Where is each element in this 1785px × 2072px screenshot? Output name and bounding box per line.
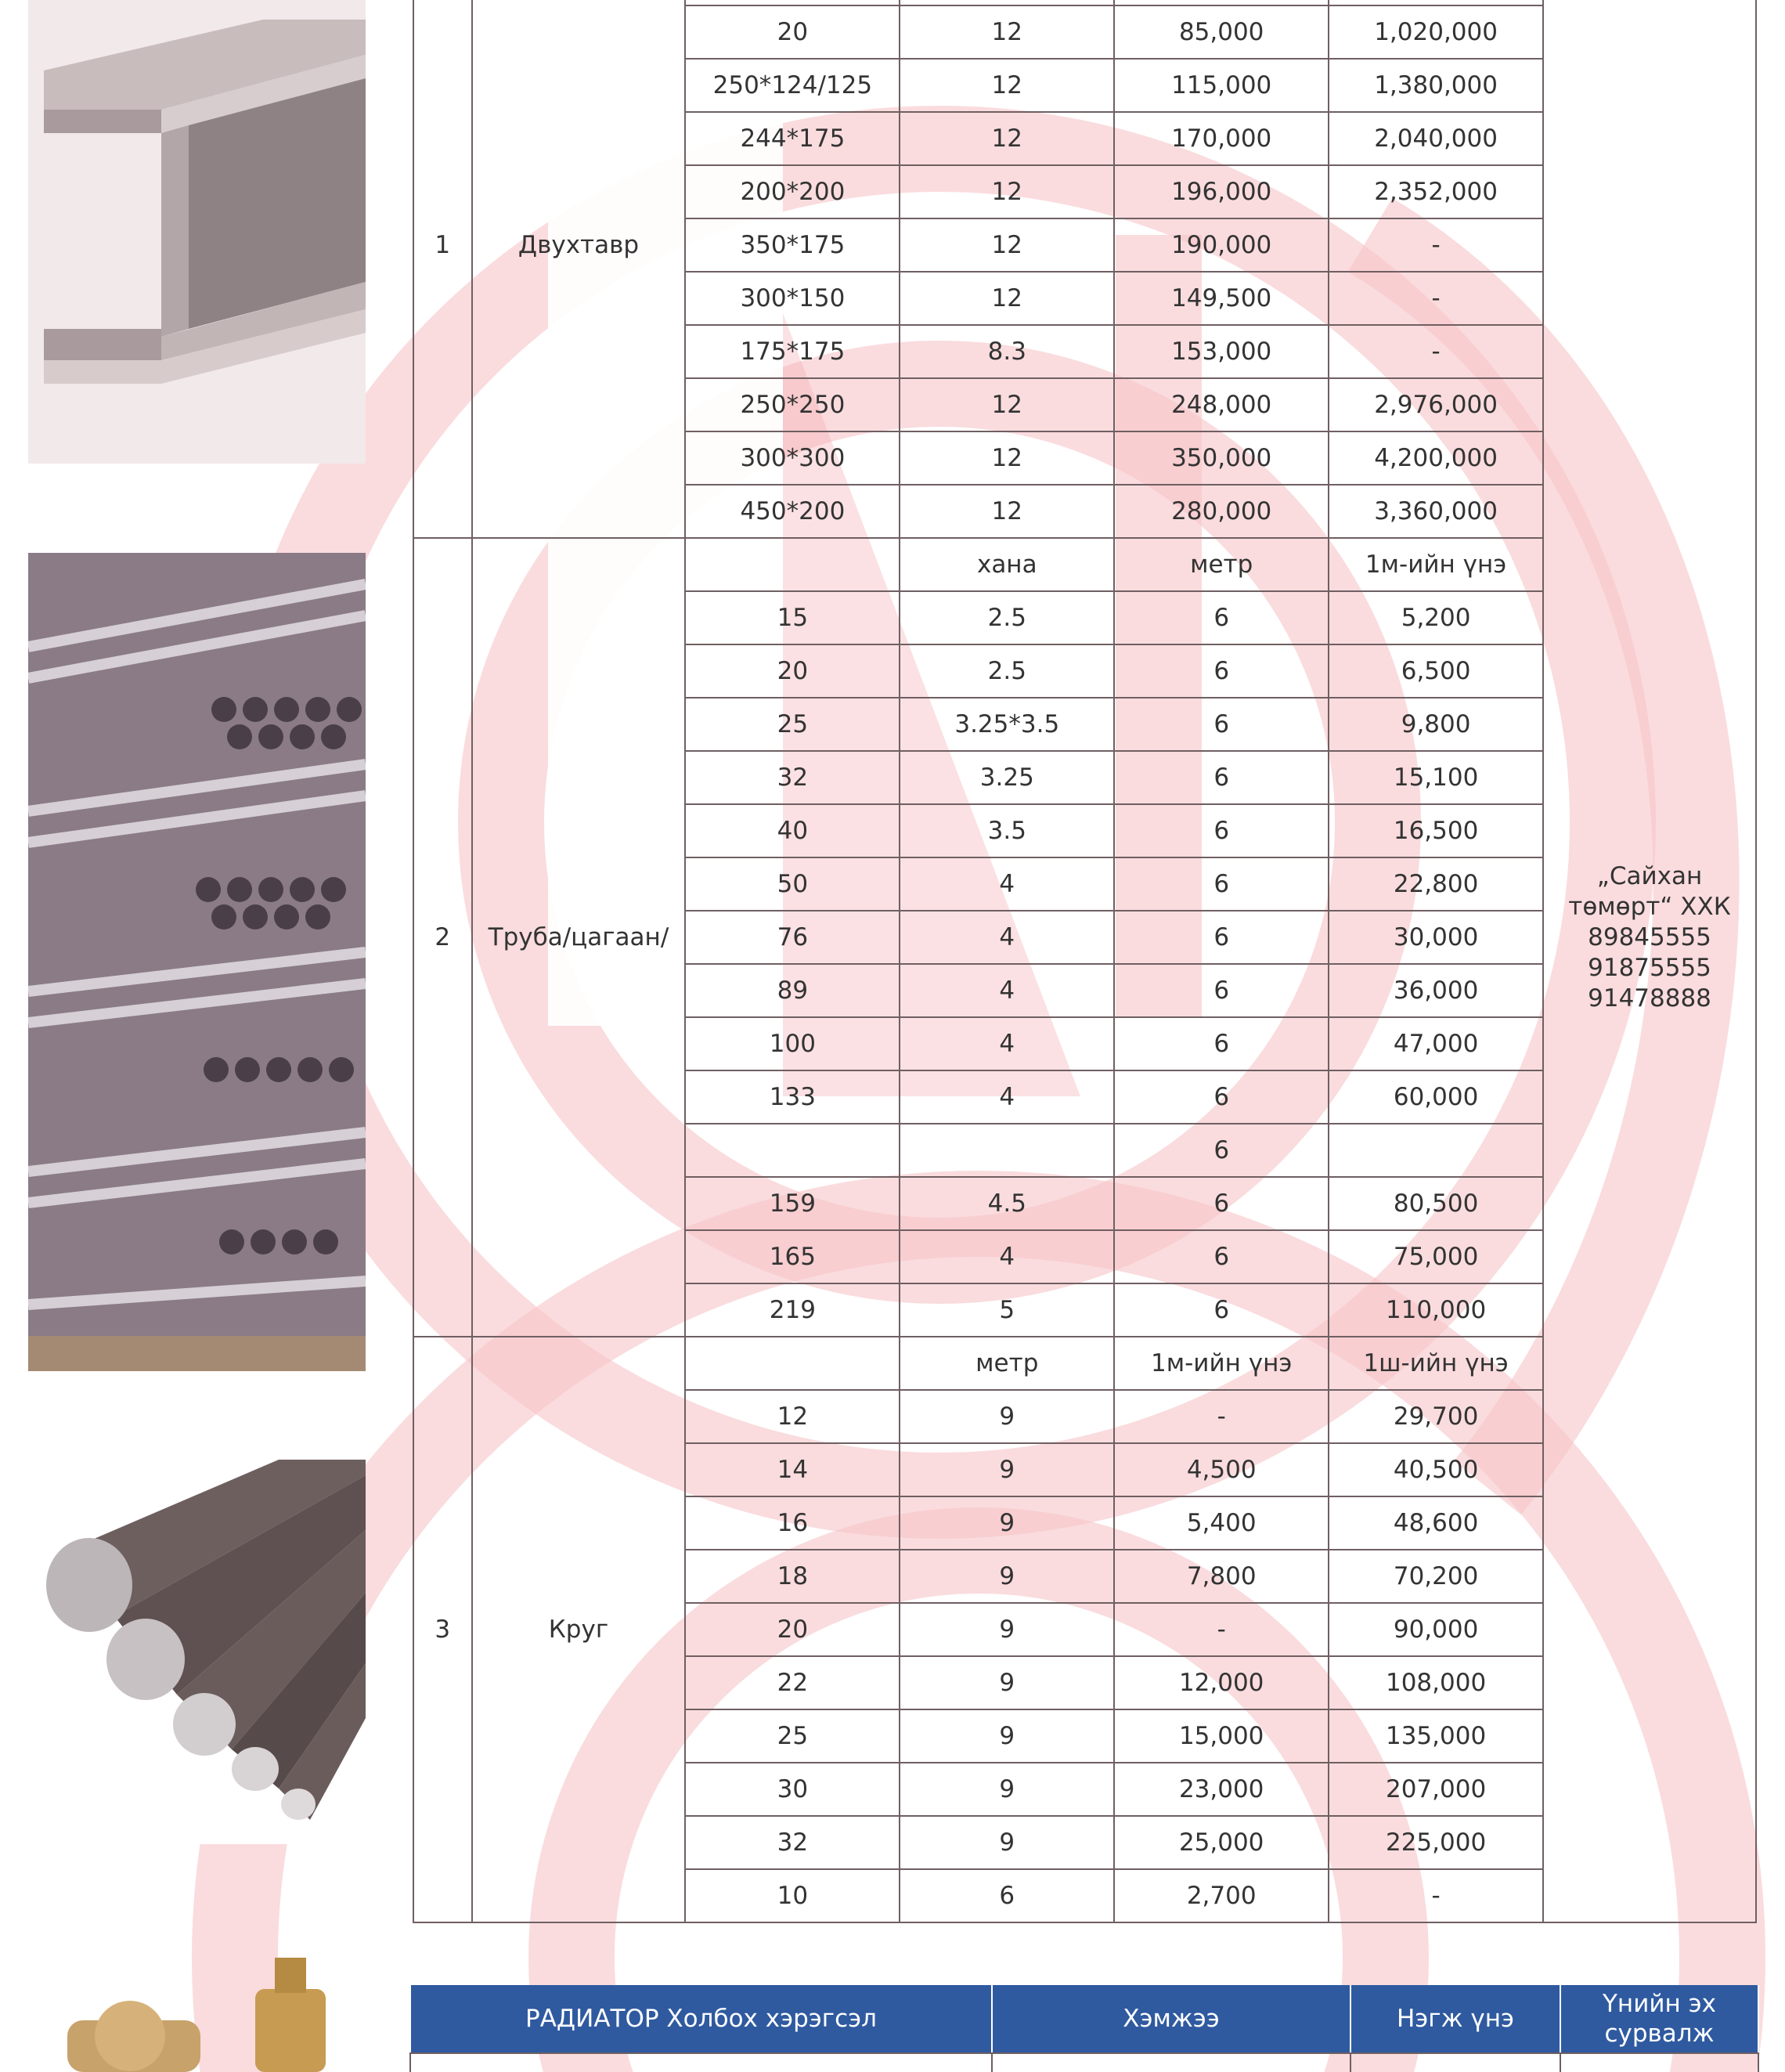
table-cell: 6 [1114, 1230, 1329, 1283]
table-cell: 6 [1114, 1283, 1329, 1337]
table-cell: 5 [900, 1283, 1114, 1337]
table-cell: 89 [685, 964, 900, 1017]
table-cell: 85,000 [1114, 5, 1329, 59]
table-cell: 9 [900, 1709, 1114, 1763]
table-cell: 12 [900, 378, 1114, 431]
table-cell: 15,000 [1114, 1709, 1329, 1763]
table-cell: 300*150 [685, 272, 900, 325]
table-cell: 1,020,000 [1329, 5, 1543, 59]
table-cell: 32 [685, 751, 900, 804]
table-cell: 108,000 [1329, 1656, 1543, 1709]
table-cell: 9 [900, 1816, 1114, 1869]
table-cell: 6 [1114, 1017, 1329, 1070]
table-cell: 15,100 [1329, 751, 1543, 804]
radiator-rows-start [409, 2052, 1759, 2072]
table-cell: 4 [900, 857, 1114, 911]
table-cell: 25 [685, 1709, 900, 1763]
table-cell: 12 [900, 272, 1114, 325]
table-cell: 6 [1114, 698, 1329, 751]
table-cell: 76 [685, 911, 900, 964]
table-cell: - [1114, 1390, 1329, 1443]
table-cell: 6 [1114, 964, 1329, 1017]
price-source-cell [1543, 0, 1756, 1922]
table-cell: 9 [900, 1603, 1114, 1656]
table-cell: 22 [685, 1656, 900, 1709]
company-name: „Сайхан [1596, 861, 1703, 890]
table-cell: 20 [685, 5, 900, 59]
table-cell: 3.25 [900, 751, 1114, 804]
table-cell: 29,700 [1329, 1390, 1543, 1443]
table-cell: 250*250 [685, 378, 900, 431]
table-cell: 23,000 [1114, 1763, 1329, 1816]
pipes-photo [28, 553, 366, 1371]
table-cell: 100 [685, 1017, 900, 1070]
table-cell [685, 0, 900, 5]
table-cell: 115,000 [1114, 59, 1329, 112]
table-cell: 6 [1114, 1070, 1329, 1124]
table-cell: 60,000 [1329, 1070, 1543, 1124]
price-source-header-line1: Үнийн эх [1603, 1990, 1716, 2018]
table-cell: 6 [1114, 857, 1329, 911]
company-name: төмөрт“ ХХК [1568, 892, 1731, 921]
table-cell: 12 [900, 5, 1114, 59]
table-cell: 165 [685, 1230, 900, 1283]
table-cell: 450*200 [685, 485, 900, 538]
table-cell: 6 [1114, 751, 1329, 804]
table-cell: 1м-ийн үнэ [1114, 1337, 1329, 1390]
table-cell: 25,000 [1114, 1816, 1329, 1869]
table-cell: 248,000 [1114, 378, 1329, 431]
table-cell: 135,000 [1329, 1709, 1543, 1763]
table-cell: 9 [900, 1763, 1114, 1816]
table-cell: 9 [900, 1390, 1114, 1443]
table-cell: 190,000 [1114, 218, 1329, 272]
table-cell: 16 [685, 1496, 900, 1550]
table-cell: 300*300 [685, 431, 900, 485]
table-cell: 4 [900, 1070, 1114, 1124]
table-cell: 350*175 [685, 218, 900, 272]
table-cell: 40 [685, 804, 900, 857]
table-cell: 2,352,000 [1329, 165, 1543, 218]
table-cell: 47,000 [1329, 1017, 1543, 1070]
table-cell: 110,000 [1329, 1283, 1543, 1337]
table-cell: 12 [900, 431, 1114, 485]
table-cell: 350,000 [1114, 431, 1329, 485]
table-cell: 12 [900, 485, 1114, 538]
row-number: 1 [413, 0, 472, 538]
phone-number: 91875555 [1588, 953, 1711, 982]
radiator-cell [1350, 2053, 1560, 2072]
table-cell [1329, 0, 1543, 5]
table-cell: 8.3 [900, 325, 1114, 378]
table-cell: 30,000 [1329, 911, 1543, 964]
table-cell: 12,000 [1114, 1656, 1329, 1709]
table-cell: 70,200 [1329, 1550, 1543, 1603]
product-name: Двухтавр [472, 0, 686, 538]
table-cell: 6 [1114, 1177, 1329, 1230]
table-cell: 36,000 [1329, 964, 1543, 1017]
table-cell: 12 [900, 218, 1114, 272]
table-cell: 20 [685, 644, 900, 698]
table-cell: 12 [900, 112, 1114, 165]
table-cell: 2.5 [900, 591, 1114, 644]
size-header: Хэмжээ [992, 1985, 1350, 2052]
table-cell: 225,000 [1329, 1816, 1543, 1869]
table-cell: 6 [1114, 591, 1329, 644]
table-cell: 6,500 [1329, 644, 1543, 698]
table-cell: 16,500 [1329, 804, 1543, 857]
table-cell [900, 0, 1114, 5]
table-cell: 133 [685, 1070, 900, 1124]
table-cell: - [1114, 1603, 1329, 1656]
table-cell: 40,500 [1329, 1443, 1543, 1496]
table-cell [1329, 1124, 1543, 1177]
table-cell: 1ш-ийн үнэ [1329, 1337, 1543, 1390]
table-cell [900, 1124, 1114, 1177]
table-cell: 25 [685, 698, 900, 751]
table-row [413, 0, 1756, 5]
unit-price-header: Нэгж үнэ [1350, 1985, 1560, 2052]
table-cell: 6 [1114, 804, 1329, 857]
table-cell: 1,380,000 [1329, 59, 1543, 112]
table-cell: 12 [900, 59, 1114, 112]
table-cell: 4 [900, 1230, 1114, 1283]
table-cell: 10 [685, 1869, 900, 1922]
table-cell: 15 [685, 591, 900, 644]
table-cell: - [1329, 325, 1543, 378]
table-cell: 250*124/125 [685, 59, 900, 112]
table-cell: 207,000 [1329, 1763, 1543, 1816]
table-cell: 30 [685, 1763, 900, 1816]
table-cell: 9 [900, 1550, 1114, 1603]
table-cell: 3.5 [900, 804, 1114, 857]
round-bars-photo [28, 1460, 366, 1844]
table-cell: 9 [900, 1443, 1114, 1496]
table-cell [685, 538, 900, 591]
table-cell: 170,000 [1114, 112, 1329, 165]
table-cell [1114, 0, 1329, 5]
table-cell: - [1329, 272, 1543, 325]
table-cell: 6 [1114, 1124, 1329, 1177]
table-cell: 196,000 [1114, 165, 1329, 218]
table-cell: 14 [685, 1443, 900, 1496]
table-cell: 153,000 [1114, 325, 1329, 378]
row-number: 2 [413, 538, 472, 1337]
phone-number: 89845555 [1588, 922, 1711, 951]
table-cell: 149,500 [1114, 272, 1329, 325]
table-cell: 5,400 [1114, 1496, 1329, 1550]
product-name: Круг [472, 1337, 686, 1922]
radiator-cell [1560, 2053, 1758, 2072]
table-cell: 5,200 [1329, 591, 1543, 644]
table-cell: хана [900, 538, 1114, 591]
table-cell: 4 [900, 1017, 1114, 1070]
table-cell: 20 [685, 1603, 900, 1656]
table-cell: 9,800 [1329, 698, 1543, 751]
radiator-cell [992, 2053, 1350, 2072]
price-source-header-line2: сурвалж [1604, 2020, 1715, 2048]
table-cell: 3.25*3.5 [900, 698, 1114, 751]
table-cell: 50 [685, 857, 900, 911]
table-cell: 200*200 [685, 165, 900, 218]
table-cell: 32 [685, 1816, 900, 1869]
table-cell: 219 [685, 1283, 900, 1337]
table-cell: метр [1114, 538, 1329, 591]
table-cell: 48,600 [1329, 1496, 1543, 1550]
table-cell: 2,040,000 [1329, 112, 1543, 165]
table-cell: 12 [900, 165, 1114, 218]
radiator-fittings-header: РАДИАТОР Холбох хэрэгсэл [410, 1985, 992, 2052]
table-cell: 3,360,000 [1329, 485, 1543, 538]
price-table [413, 0, 1757, 1923]
radiator-fittings-photo [28, 1958, 366, 2072]
table-cell: 22,800 [1329, 857, 1543, 911]
table-cell: 6 [1114, 644, 1329, 698]
table-cell: 1м-ийн үнэ [1329, 538, 1543, 591]
price-source-header [1560, 1985, 1758, 2052]
table-cell: 175*175 [685, 325, 900, 378]
table-cell: 2,700 [1114, 1869, 1329, 1922]
table-cell: 159 [685, 1177, 900, 1230]
radiator-cell [410, 2053, 992, 2072]
table-cell: 2,976,000 [1329, 378, 1543, 431]
table-cell: 12 [685, 1390, 900, 1443]
table-cell: 9 [900, 1496, 1114, 1550]
table-cell: 4 [900, 964, 1114, 1017]
table-cell: 7,800 [1114, 1550, 1329, 1603]
table-cell: 244*175 [685, 112, 900, 165]
row-number: 3 [413, 1337, 472, 1922]
table-cell: 4,200,000 [1329, 431, 1543, 485]
table-cell: - [1329, 1869, 1543, 1922]
table-cell [685, 1124, 900, 1177]
table-cell: 4.5 [900, 1177, 1114, 1230]
table-cell: 80,500 [1329, 1177, 1543, 1230]
i-beam-photo [28, 0, 366, 464]
table-cell: 90,000 [1329, 1603, 1543, 1656]
table-cell: 9 [900, 1656, 1114, 1709]
radiator-header-bar [409, 1985, 1759, 2052]
table-cell: 4 [900, 911, 1114, 964]
table-cell: 18 [685, 1550, 900, 1603]
table-cell: 6 [900, 1869, 1114, 1922]
table-cell: 4,500 [1114, 1443, 1329, 1496]
table-cell: метр [900, 1337, 1114, 1390]
table-cell: 75,000 [1329, 1230, 1543, 1283]
table-cell: 2.5 [900, 644, 1114, 698]
table-cell: 6 [1114, 911, 1329, 964]
table-cell: - [1329, 218, 1543, 272]
table-cell: 280,000 [1114, 485, 1329, 538]
product-name: Труба/цагаан/ [472, 538, 686, 1337]
phone-number: 91478888 [1588, 984, 1711, 1013]
table-cell [685, 1337, 900, 1390]
